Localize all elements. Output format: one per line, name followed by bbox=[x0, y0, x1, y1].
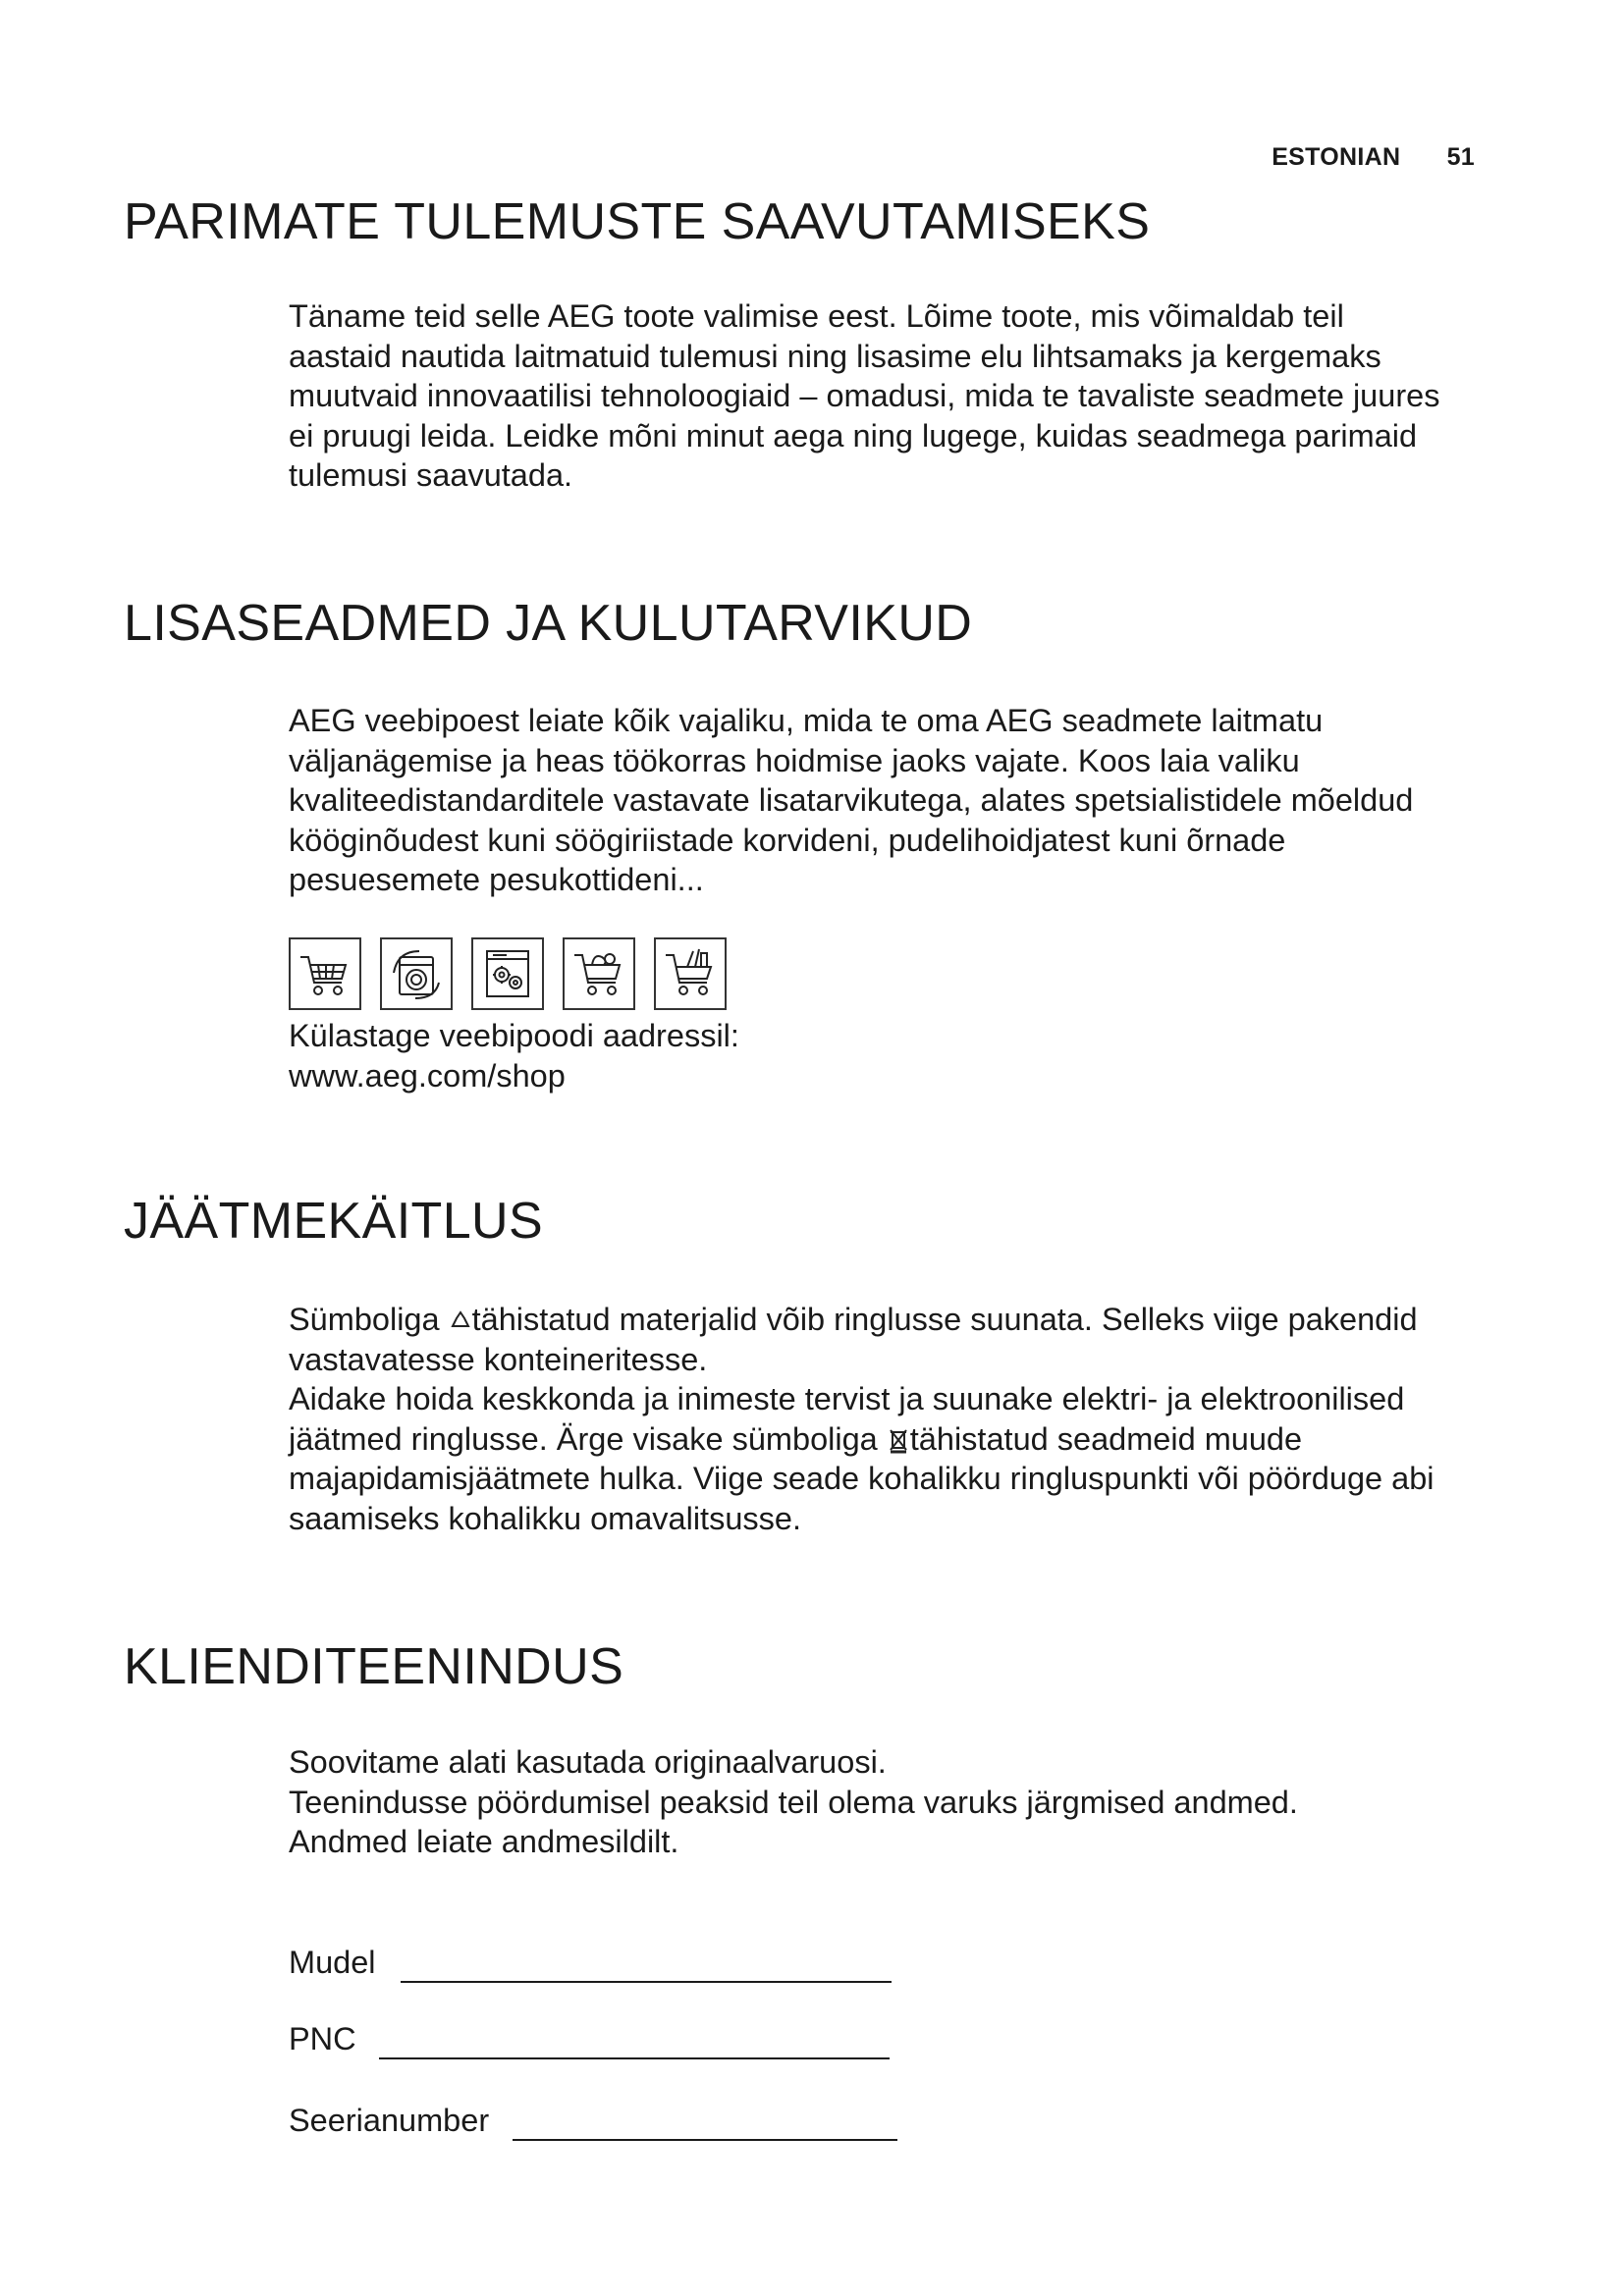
crossed-bin-icon bbox=[887, 1426, 910, 1454]
customer-service-paragraph bbox=[289, 1742, 1506, 1862]
paragraph-line: saamiseks kohalikku omavalitsusse. bbox=[289, 1500, 802, 1536]
best-results-paragraph bbox=[289, 296, 1506, 496]
shop-icon-row bbox=[289, 937, 727, 1010]
paragraph-line: kvaliteedistandarditele vastavate lisatarvikutega, alates spetsialistidele mõeldud bbox=[289, 782, 1414, 818]
paragraph-line: kööginõudest kuni söögiriistade korvideni, pudelihoidjatest kuni õrnade bbox=[289, 822, 1286, 858]
paragraph-line: Aidake hoida keskkonda ja inimeste tervist ja suunake elektri- ja elektroonilised bbox=[289, 1381, 1405, 1416]
pnc-label: PNC bbox=[289, 2021, 356, 2056]
shopping-cart-icon bbox=[289, 937, 361, 1010]
paragraph-line: aastaid nautida laitmatuid tulemusi ning lisasime elu lihtsamaks ja kergemaks bbox=[289, 338, 1381, 374]
paragraph-line bbox=[289, 1300, 1506, 1340]
paragraph-line: Andmed leiate andmesildilt. bbox=[289, 1824, 679, 1859]
paragraph-line: majapidamisjäätmete hulka. Viige seade kohalikku ringluspunkti või pöörduge abi bbox=[289, 1461, 1435, 1496]
paragraph-line: Teenindusse pöördumisel peaksid teil olema varuks järgmised andmed. bbox=[289, 1784, 1298, 1820]
serial-number-blank-line[interactable] bbox=[513, 2139, 897, 2141]
visit-label: Külastage veebipoodi aadressil: bbox=[289, 1018, 739, 1053]
page-header bbox=[1272, 143, 1475, 172]
pnc-blank-line[interactable] bbox=[379, 2057, 890, 2059]
pnc-field bbox=[289, 2021, 356, 2057]
paragraph-line: Täname teid selle AEG toote valimise eest. Lõime toote, mis võimaldab teil bbox=[289, 298, 1344, 334]
shop-visit-text bbox=[289, 1016, 1506, 1095]
line-text: Sümboliga bbox=[289, 1302, 449, 1337]
model-label: Mudel bbox=[289, 1945, 376, 1980]
shop-url-link[interactable]: www.aeg.com/shop bbox=[289, 1057, 566, 1094]
paragraph-line: muutvaid innovaatilisi tehnoloogiaid – omadusi, mida te tavaliste seadmete juures bbox=[289, 378, 1440, 413]
cart-tools-icon bbox=[654, 937, 727, 1010]
paragraph-line: Soovitame alati kasutada originaalvaruosi. bbox=[289, 1744, 887, 1780]
line-text: jäätmed ringlusse. Ärge visake sümboliga bbox=[289, 1420, 887, 1457]
paragraph-line: tulemusi saavutada. bbox=[289, 457, 573, 493]
paragraph-line: vastavatesse konteineritesse. bbox=[289, 1341, 708, 1377]
model-blank-line[interactable] bbox=[401, 1981, 892, 1983]
line-text: tähistatud seadmeid muude bbox=[909, 1420, 1303, 1457]
paragraph-line: väljanägemise ja heas töökorras hoidmise jaoks vajate. Koos laia valiku bbox=[289, 742, 1300, 778]
washing-machine-icon bbox=[380, 937, 453, 1010]
paragraph-line: pesuesemete pesukottideni... bbox=[289, 862, 704, 897]
cart-accessories-icon bbox=[563, 937, 635, 1010]
section-title-best-results: PARIMATE TULEMUSTE SAAVUTAMISEKS bbox=[124, 193, 1151, 250]
page-number: 51 bbox=[1446, 143, 1475, 171]
paragraph-line: ei pruugi leida. Leidke mõni minut aega ning lugege, kuidas seadmega parimaid bbox=[289, 417, 1418, 454]
section-title-accessories: LISASEADMED JA KULUTARVIKUD bbox=[124, 595, 973, 652]
paragraph-line: AEG veebipoest leiate kõik vajaliku, mida te oma AEG seadmete laitmatu bbox=[289, 703, 1324, 738]
line-text: tähistatud materjalid võib ringlusse suunata. Selleks viige pakendid bbox=[471, 1302, 1418, 1337]
recycling-icon bbox=[449, 1307, 472, 1334]
section-title-customer-service: KLIENDITEENINDUS bbox=[124, 1638, 624, 1695]
gears-appliance-icon bbox=[471, 937, 544, 1010]
serial-number-label: Seerianumber bbox=[289, 2103, 490, 2138]
paragraph-line bbox=[289, 1419, 1506, 1460]
model-field bbox=[289, 1945, 376, 1981]
serial-number-field bbox=[289, 2103, 489, 2139]
waste-paragraph bbox=[289, 1300, 1506, 1538]
accessories-paragraph bbox=[289, 701, 1506, 900]
section-title-waste: JÄÄTMEKÄITLUS bbox=[124, 1193, 544, 1250]
language-label: ESTONIAN bbox=[1272, 143, 1401, 171]
